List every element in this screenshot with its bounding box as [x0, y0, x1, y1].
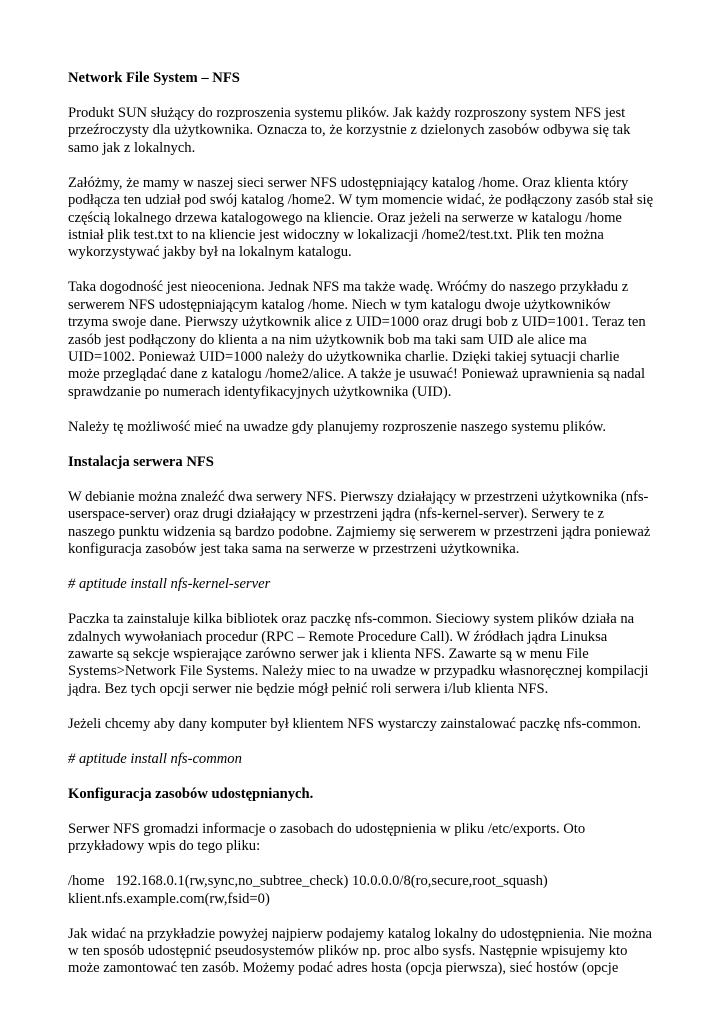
paragraph-client [68, 716, 660, 733]
paragraph-line: jądra. Bez tych opcji serwer nie będzie mógł pełnić roli serwera i/lub klienta NFS. [68, 680, 549, 697]
paragraph-line: Produkt SUN służący do rozproszenia systemu plików. Jak każdy rozproszony system NFS jest [68, 105, 626, 121]
paragraph-servers [68, 489, 660, 559]
paragraph-line: w ten sposób udostępnić pseudosystemów plików np. proc albo sysfs. Następnie wpisujemy kto [68, 942, 628, 959]
paragraph-line: częścią lokalnego drzewa katalogowego na kliencie. Oraz jeżeli na serwerze w katalogu /home [68, 209, 622, 226]
command-install-common: # aptitude install nfs-common [68, 750, 242, 767]
paragraph-package [68, 611, 660, 698]
exports-line: klient.nfs.example.com(rw,fsid=0) [68, 890, 270, 907]
paragraph-line: może przeglądać dane z katalogu /home2/alice. A także je usuwać! Ponieważ uprawnienia są nadal [68, 366, 646, 383]
paragraph-line: Systems>Network File Systems. Należy miec to na uwadze w przypadku własnoręcznej kompilacji [68, 663, 649, 680]
paragraph-line: konfiguracja zasobów jest taka sama na serwerze w przestrzeni użytkownika. [68, 541, 520, 558]
document-title: Network File System – NFS [68, 70, 240, 86]
paragraph-line: podłącza ten udział pod swój katalog /home2. W tym momencie widać, że podłączony zasób stał się [68, 192, 654, 209]
section-heading-installation: Instalacja serwera NFS [68, 453, 214, 470]
exports-example [68, 873, 660, 908]
command-install-server: # aptitude install nfs-kernel-server [68, 576, 271, 593]
paragraph-line: zasób jest podłączony do klienta a na nim użytkownik bob ma taki sam UID ale alice ma [68, 331, 587, 348]
paragraph-line: Jak widać na przykładzie powyżej najpierw podajemy katalog lokalny do udostępnienia. Nie można [68, 925, 652, 942]
paragraph-line: W debianie można znaleźć dwa serwery NFS. Pierwszy działający w przestrzeni użytkownika (nfs- [68, 488, 649, 505]
paragraph-line: istniał plik test.txt to na kliencie jest widoczny w lokalizacji /home2/test.txt. Plik ten można [68, 227, 604, 244]
paragraph-example [68, 175, 660, 262]
paragraph-line: Paczka ta zainstaluje kilka bibliotek oraz paczkę nfs-common. Sieciowy system plików działa na [68, 611, 635, 628]
paragraph-line: zawarte są sekcje wspierające zarówno serwer jak i klienta NFS. Zawarte są w menu File [68, 645, 589, 662]
paragraph-line: Taka dogodność jest nieoceniona. Jednak NFS ma także wadę. Wróćmy do naszego przykładu z [68, 279, 629, 296]
paragraph-line: wykorzystywać jakby był na lokalnym katalogu. [68, 244, 352, 261]
paragraph-line: samo jak z lokalnych. [68, 139, 196, 156]
paragraph-line: serwerem NFS udostępniającym katalog /home. Niech w tym katalogu dwoje użytkowników [68, 296, 611, 313]
paragraph-line: trzyma swoje dane. Pierwszy użytkownik alice z UID=1000 oraz drugi bob z UID=1001. Teraz ten [68, 314, 646, 331]
paragraph-line: userspace-server) oraz drugi działający w przestrzeni jądra (nfs-kernel-server). Serwery te z [68, 506, 605, 523]
paragraph-line: UID=1002. Ponieważ UID=1000 należy do użytkownika charlie. Dzięki takiej sytuacji charlie [68, 349, 620, 366]
paragraph-intro [68, 105, 660, 157]
paragraph-line: naszego punktu widzenia są bardzo podobne. Zajmiemy się serwerem w przestrzeni jądra ponieważ [68, 523, 651, 540]
paragraph-line: przykładowy wpis do tego pliku: [68, 838, 261, 855]
section-heading-configuration: Konfiguracja zasobów udostępnianych. [68, 785, 314, 802]
paragraph-disadvantage [68, 279, 660, 401]
paragraph-line: może zamontować ten zasób. Możemy podać adres hosta (opcja pierwsza), sieć hostów (opcje [68, 960, 619, 977]
paragraph-line: Jeżeli chcemy aby dany komputer był klientem NFS wystarczy zainstalować paczkę nfs-common. [68, 715, 642, 732]
paragraph-line: Należy tę możliwość mieć na uwadze gdy planujemy rozproszenie naszego systemu plików. [68, 418, 607, 435]
paragraph-explanation [68, 926, 660, 978]
paragraph-line: sprawdzanie po numerach identyfikacyjnych użytkownika (UID). [68, 383, 452, 400]
document-page [68, 70, 660, 995]
paragraph-line: Załóżmy, że mamy w naszej sieci serwer NFS udostępniający katalog /home. Oraz klienta który [68, 174, 629, 191]
paragraph-note [68, 419, 660, 436]
paragraph-exports [68, 821, 660, 856]
paragraph-line: Serwer NFS gromadzi informacje o zasobach do udostępnienia w pliku /etc/exports. Oto [68, 820, 586, 837]
exports-line: /home 192.168.0.1(rw,sync,no_subtree_check) 10.0.0.0/8(ro,secure,root_squash) [68, 873, 548, 890]
paragraph-line: zdalnych wywołaniach procedur (RPC – Remote Procedure Call). W źródłach jądra Linuksa [68, 628, 608, 645]
paragraph-line: przeźroczysty dla użytkownika. Oznacza to, że korzystnie z dzielonych zasobów odbywa się tak [68, 122, 631, 139]
